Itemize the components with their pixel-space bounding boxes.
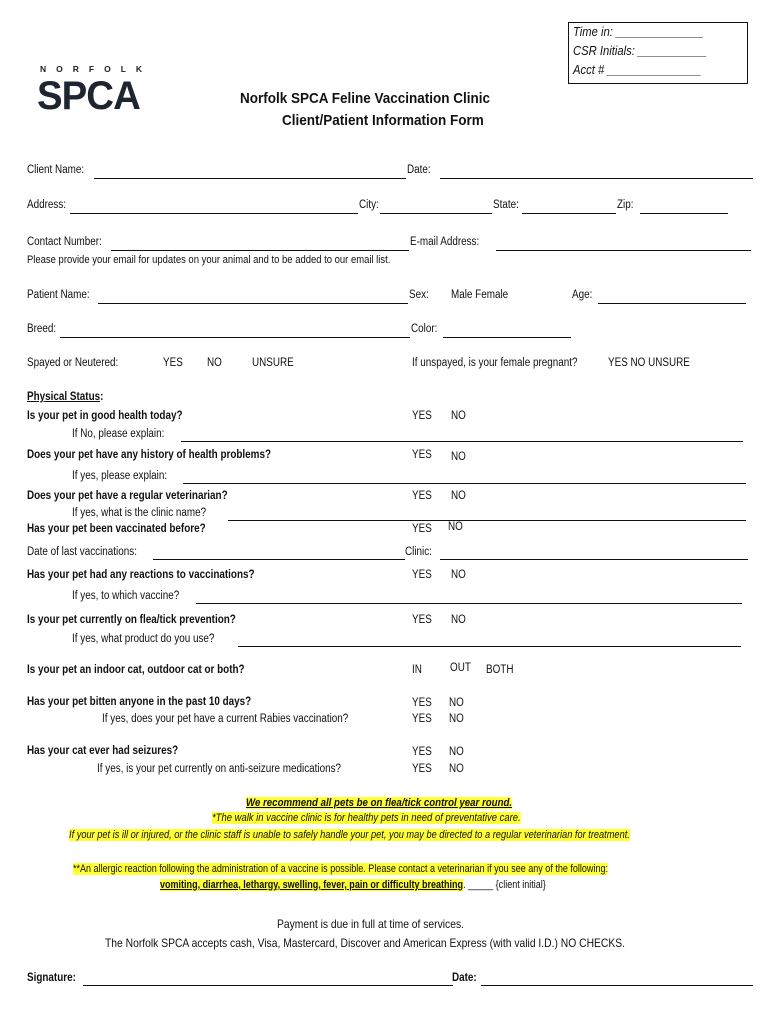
ill-pet-note: If your pet is ill or injured, or the clinic staff is unable to safely handle your pet, you may be directed to a regular veterinarian for treatment.: [69, 829, 630, 841]
zip-label: Zip:: [617, 199, 634, 211]
seizure-meds-question: If yes, is your pet currently on anti-seizure medications?: [97, 763, 342, 775]
date-field[interactable]: [440, 178, 753, 179]
allergic-reaction-note: **An allergic reaction following the administration of a vaccine is possible. Please contact a veterinarian if you see any of the following:: [73, 863, 608, 875]
state-field[interactable]: [522, 213, 616, 214]
acct-field[interactable]: Acct # _______________: [573, 63, 702, 77]
date-label: Date:: [407, 164, 431, 176]
seizure-meds-no[interactable]: NO: [449, 763, 464, 775]
outdoor-option[interactable]: OUT: [450, 662, 471, 674]
zip-field[interactable]: [640, 213, 728, 214]
symptoms-list: vomiting, diarrhea, lethargy, swelling, fever, pain or difficulty breathing: [160, 879, 464, 891]
payment-methods-note: The Norfolk SPCA accepts cash, Visa, Mastercard, Discover and American Express (with valid I.D.) NO CHECKS.: [105, 936, 626, 950]
address-label: Address:: [27, 199, 67, 211]
email-field[interactable]: [496, 250, 751, 251]
staff-use-box: [568, 22, 748, 84]
city-label: City:: [359, 199, 379, 211]
reactions-vaccine-field[interactable]: [196, 603, 742, 604]
form-subtitle: Client/Patient Information Form: [282, 112, 484, 129]
client-name-label: Client Name:: [27, 164, 85, 176]
q-flea-prevention: Is your pet currently on flea/tick prevention?: [27, 614, 236, 626]
spca-logo: SPCA: [37, 74, 140, 118]
history-yes[interactable]: YES: [412, 449, 432, 461]
color-label: Color:: [411, 323, 438, 335]
email-label: E-mail Address:: [410, 236, 480, 248]
clinic-name-field[interactable]: [228, 520, 746, 521]
q-regular-vet: Does your pet have a regular veterinarian?: [27, 490, 228, 502]
vaccinated-yes[interactable]: YES: [412, 523, 432, 535]
seizures-no[interactable]: NO: [449, 746, 464, 758]
age-label: Age:: [572, 289, 593, 301]
city-field[interactable]: [380, 213, 492, 214]
seizures-yes[interactable]: YES: [412, 746, 432, 758]
payment-due-note: Payment is due in full at time of services.: [277, 917, 464, 931]
rabies-no[interactable]: NO: [449, 713, 464, 725]
clinic-field[interactable]: [440, 559, 748, 560]
vaccinated-no[interactable]: NO: [448, 521, 463, 533]
spayed-no[interactable]: NO: [207, 357, 222, 369]
last-vaccinations-label: Date of last vaccinations:: [27, 546, 137, 558]
history-no[interactable]: NO: [451, 451, 466, 463]
both-option[interactable]: BOTH: [486, 664, 514, 676]
spayed-label: Spayed or Neutered:: [27, 357, 119, 369]
q-bitten: Has your pet bitten anyone in the past 10 days?: [27, 696, 252, 708]
indoor-option[interactable]: IN: [412, 664, 422, 676]
signature-date-label: Date:: [452, 972, 477, 984]
color-field[interactable]: [443, 337, 571, 338]
q-seizures: Has your cat ever had seizures?: [27, 745, 179, 757]
history-explain-label: If yes, please explain:: [72, 470, 168, 482]
state-label: State:: [493, 199, 519, 211]
bitten-no[interactable]: NO: [449, 697, 464, 709]
signature-field[interactable]: [83, 985, 453, 986]
sex-options[interactable]: Male Female: [451, 289, 509, 301]
address-field[interactable]: [70, 213, 358, 214]
time-in-field[interactable]: Time in: ______________: [573, 25, 704, 39]
pregnant-question: If unspayed, is your female pregnant?: [412, 357, 578, 369]
sex-label: Sex:: [409, 289, 429, 301]
clinic-name-label: If yes, what is the clinic name?: [72, 507, 207, 519]
regular-vet-yes[interactable]: YES: [412, 490, 432, 502]
good-health-yes[interactable]: YES: [412, 410, 432, 422]
reactions-no[interactable]: NO: [451, 569, 466, 581]
csr-initials-field[interactable]: CSR Initials: ___________: [573, 44, 707, 58]
good-health-explain-field[interactable]: [181, 441, 743, 442]
rabies-question: If yes, does your pet have a current Rabies vaccination?: [102, 713, 349, 725]
form-title: Norfolk SPCA Feline Vaccination Clinic: [240, 90, 491, 107]
flea-recommendation: We recommend all pets be on flea/tick control year round.: [246, 797, 513, 809]
good-health-no[interactable]: NO: [451, 410, 466, 422]
clinic-label: Clinic:: [405, 546, 432, 558]
contact-number-label: Contact Number:: [27, 236, 102, 248]
pregnant-options[interactable]: YES NO UNSURE: [608, 357, 690, 369]
spayed-yes[interactable]: YES: [163, 357, 183, 369]
reactions-yes[interactable]: YES: [412, 569, 432, 581]
patient-name-field[interactable]: [98, 303, 408, 304]
q-reactions: Has your pet had any reactions to vaccinations?: [27, 569, 255, 581]
signature-label: Signature:: [27, 972, 76, 984]
history-explain-field[interactable]: [183, 483, 746, 484]
contact-number-field[interactable]: [111, 250, 409, 251]
last-vaccinations-field[interactable]: [153, 559, 405, 560]
flea-no[interactable]: NO: [451, 614, 466, 626]
signature-date-field[interactable]: [481, 985, 753, 986]
q-good-health: Is your pet in good health today?: [27, 410, 183, 422]
flea-product-field[interactable]: [238, 646, 741, 647]
age-field[interactable]: [598, 303, 746, 304]
q-vaccinated: Has your pet been vaccinated before?: [27, 523, 206, 535]
seizure-meds-yes[interactable]: YES: [412, 763, 432, 775]
rabies-yes[interactable]: YES: [412, 713, 432, 725]
walk-in-note: *The walk in vaccine clinic is for healthy pets in need of preventative care.: [212, 812, 521, 824]
logo-subtitle: NORFOLK: [40, 64, 153, 74]
flea-product-label: If yes, what product do you use?: [72, 633, 215, 645]
good-health-explain-label: If No, please explain:: [72, 428, 165, 440]
q-history: Does your pet have any history of health problems?: [27, 449, 272, 461]
bitten-yes[interactable]: YES: [412, 697, 432, 709]
email-note: Please provide your email for updates on your animal and to be added to our email list.: [27, 254, 391, 266]
regular-vet-no[interactable]: NO: [451, 490, 466, 502]
q-indoor-outdoor: Is your pet an indoor cat, outdoor cat or both?: [27, 664, 245, 676]
physical-status-colon: :: [100, 391, 104, 403]
breed-label: Breed:: [27, 323, 57, 335]
patient-name-label: Patient Name:: [27, 289, 90, 301]
spayed-unsure[interactable]: UNSURE: [252, 357, 294, 369]
breed-field[interactable]: [60, 337, 410, 338]
physical-status-heading: Physical Status: [27, 391, 101, 403]
reactions-vaccine-label: If yes, to which vaccine?: [72, 590, 180, 602]
client-name-field[interactable]: [94, 178, 406, 179]
client-initial-field[interactable]: . _____ {client initial}: [463, 879, 546, 891]
flea-yes[interactable]: YES: [412, 614, 432, 626]
